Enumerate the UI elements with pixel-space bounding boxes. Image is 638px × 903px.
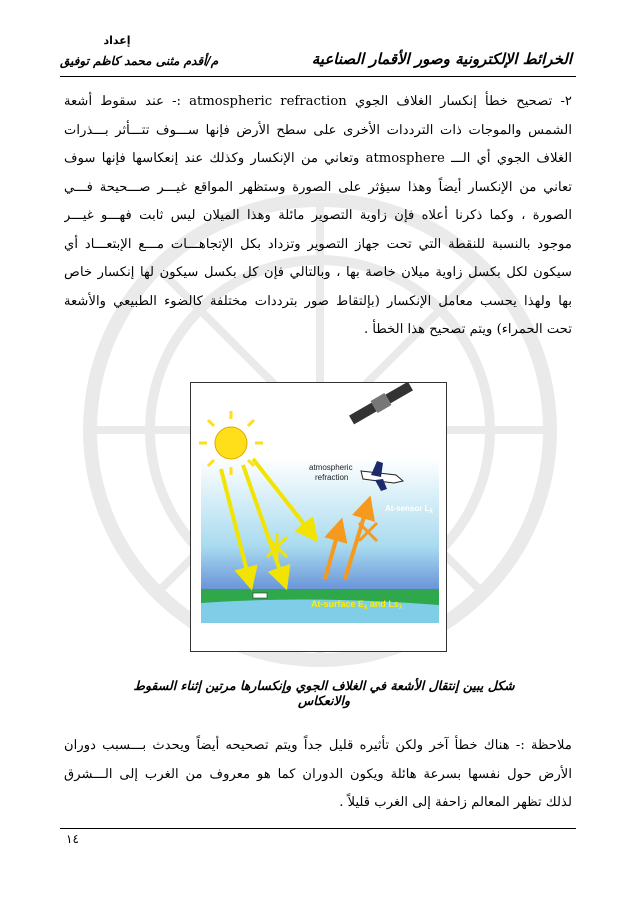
footer-rule — [60, 828, 576, 829]
paragraph-refraction — [64, 88, 572, 345]
paragraph-line: لذلك تظهر المعالم زاحفة إلى الغرب قليلاً . — [339, 795, 572, 810]
author-name: م/أقدم مثنى محمد كاظم توفيق — [60, 54, 219, 68]
paragraph-line: الغلاف الجوي أي الـــ atmosphere وتعاني من الإنكسار وكذلك عند إنعكاسها فإنها سوف — [64, 151, 572, 166]
page-number: ١٤ — [66, 832, 79, 846]
document-title: الخرائط الإلكترونية وصور الأقمار الصناعية — [311, 50, 572, 68]
figure-caption: شكل يبين إنتقال الأشعة في الغلاف الجوي وإنكسارها مرتين إثناء السقوط والانعكاس — [133, 678, 515, 708]
paragraph-line: تحت الحمراء) ويتم تصحيح هذا الخطأ . — [363, 322, 572, 337]
surface-target — [253, 593, 267, 598]
paragraph-line: ملاحظة :- هناك خطأ آخر ولكن تأثيره قليل جداً ويتم تصحيحه أيضاً ويحدث بـــسبب دوران — [64, 738, 572, 753]
paragraph-note — [64, 732, 572, 818]
atmospheric-label: atmospheric — [309, 463, 353, 472]
paragraph-line: الشمس والموجات ذات الترددات الأخرى على سطح الأرض فإنها ســـوف تتـــأثر بـــذرات — [64, 122, 572, 138]
paragraph-line: الصورة ، وكما ذكرنا أعلاه فإن زاوية التصوير مائلة وهذا الميلان ليس ثابت فهـــو غيـــر — [64, 208, 572, 223]
at-sensor-label: At-sensor $L_\lambda$ — [385, 504, 433, 515]
at-surface-label: At-surface $E_\lambda$ and $Ls_\lambda$ — [311, 599, 403, 611]
paragraph-line: بها ولهذا يحسب معامل الإنكسار (بإلتقاط صور بترددات مختلفة كالضوء الطبيعي والأشعة — [64, 293, 572, 309]
paragraph-line: الأرض حول نفسها بسرعة هائلة ويكون الدوران كما هو معروف من الغرب إلى الـــشرق — [64, 766, 572, 782]
header-rule — [60, 76, 576, 77]
prepared-by-label: إعداد — [103, 34, 131, 47]
refraction-label-text: refraction — [315, 473, 349, 482]
paragraph-line: تعاني من الإنكسار أيضاً وهذا سيؤثر على الصورة وستظهر المواقع غيـــر صـــحيحة فـــي — [64, 179, 572, 195]
refraction-diagram — [191, 383, 446, 651]
paragraph-line: سيكون لكل بكسل زاوية ميلان خاصة بها ، وبالتالي فإن كل بكسل سيكون لها إنكسار خاص — [64, 265, 572, 280]
paragraph-line: ٢- تصحيح خطأ إنكسار الغلاف الجوي atmospheric refraction :- عند سقوط أشعة — [64, 94, 572, 109]
refraction-figure — [190, 382, 447, 652]
paragraph-line: موجود بالنسبة للنقطة التي تحت جهاز التصوير وتزداد بكل الإتجاهـــات مـــع الإبتعـــاد أي — [64, 236, 572, 252]
